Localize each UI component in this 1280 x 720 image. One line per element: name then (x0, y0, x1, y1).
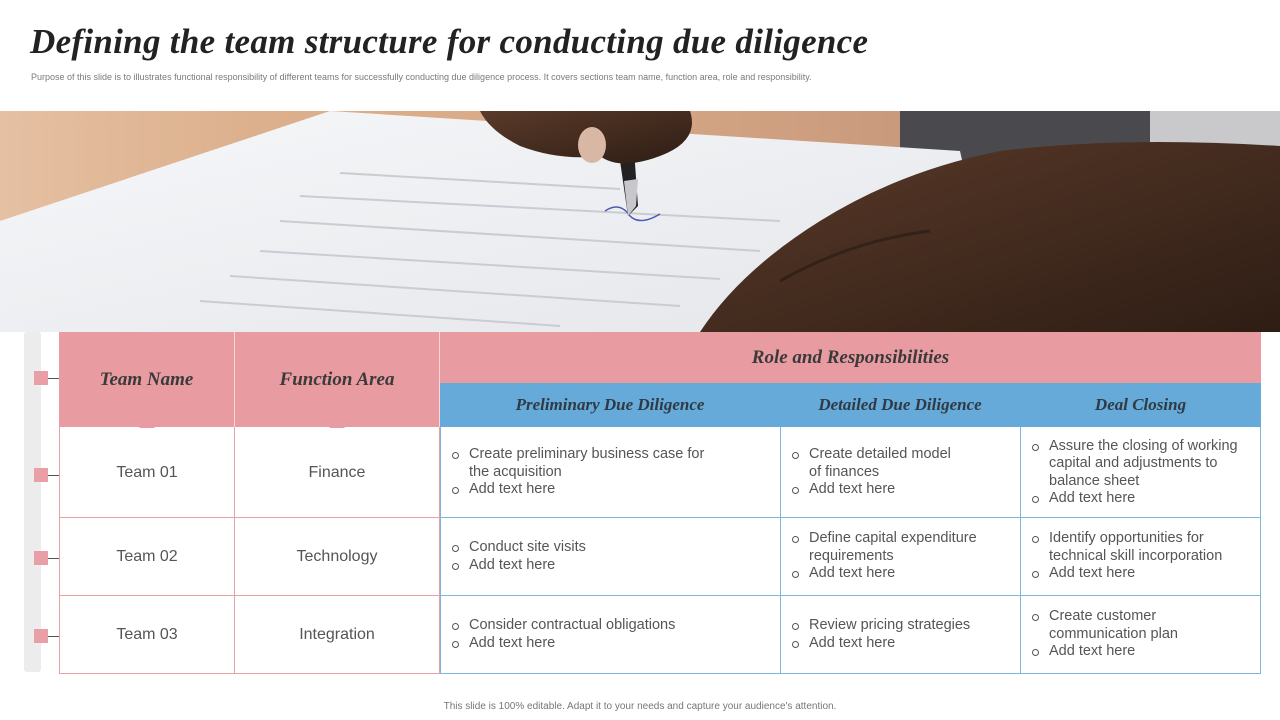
cell-detailed-2 (781, 518, 1019, 595)
slide-subtitle: Purpose of this slide is to illustrates functional responsibility of different teams for successfully conducting due diligence process. It covers sections team name, function area, role and responsibility. (31, 72, 812, 82)
header-detailed: Detailed Due Diligence (780, 383, 1020, 427)
cell-function-2: Technology (235, 518, 439, 595)
cell-function-1: Finance (235, 428, 439, 517)
list-item: Create detailed model of finances (791, 446, 961, 481)
list-item: Add text here (451, 557, 586, 575)
cell-closing-2 (1021, 518, 1260, 595)
slide-footer: This slide is 100% editable. Adapt it to your needs and capture your audience's attention. (443, 701, 837, 712)
header-function-area: Function Area (235, 332, 439, 427)
list-item: Consider contractual obligations (451, 617, 675, 635)
cell-preliminary-1 (441, 428, 779, 517)
header-role-responsibilities: Role and Responsibilities (440, 332, 1261, 383)
team-structure-table (59, 332, 1261, 674)
cell-closing-3 (1021, 596, 1260, 673)
row-marker-1 (34, 468, 48, 482)
header-preliminary: Preliminary Due Diligence (440, 383, 780, 427)
row-marker-3 (34, 629, 48, 643)
cell-team-1: Team 01 (60, 428, 234, 517)
cell-team-3: Team 03 (60, 596, 234, 673)
list-item: Add text here (791, 565, 981, 583)
list-item: Add text here (1031, 490, 1241, 508)
list-item: Add text here (451, 481, 721, 499)
list-item: Add text here (1031, 565, 1231, 583)
cell-closing-1 (1021, 428, 1260, 517)
cell-preliminary-2 (441, 518, 779, 595)
cell-team-2: Team 02 (60, 518, 234, 595)
cell-function-3: Integration (235, 596, 439, 673)
list-item: Add text here (791, 481, 961, 499)
header-team-name: Team Name (59, 332, 234, 427)
signing-photo (0, 111, 1280, 332)
header-deal-closing: Deal Closing (1020, 383, 1261, 427)
row-marker-header (34, 371, 48, 385)
list-item: Add text here (1031, 643, 1201, 661)
list-item: Define capital expenditure requirements (791, 530, 981, 565)
list-item: Conduct site visits (451, 539, 586, 557)
row-marker-2 (34, 551, 48, 565)
slide-title: Defining the team structure for conducting due diligence (30, 22, 869, 61)
cell-detailed-1 (781, 428, 1019, 517)
list-item: Add text here (791, 635, 970, 653)
signing-illustration (0, 111, 1280, 332)
list-item: Review pricing strategies (791, 617, 970, 635)
cell-detailed-3 (781, 596, 1019, 673)
list-item: Assure the closing of working capital and adjustments to balance sheet (1031, 438, 1241, 491)
list-item: Identify opportunities for technical skill incorporation (1031, 530, 1231, 565)
list-item: Create customer communication plan (1031, 608, 1201, 643)
list-item: Add text here (451, 635, 675, 653)
cell-preliminary-3 (441, 596, 779, 673)
list-item: Create preliminary business case for the acquisition (451, 446, 721, 481)
